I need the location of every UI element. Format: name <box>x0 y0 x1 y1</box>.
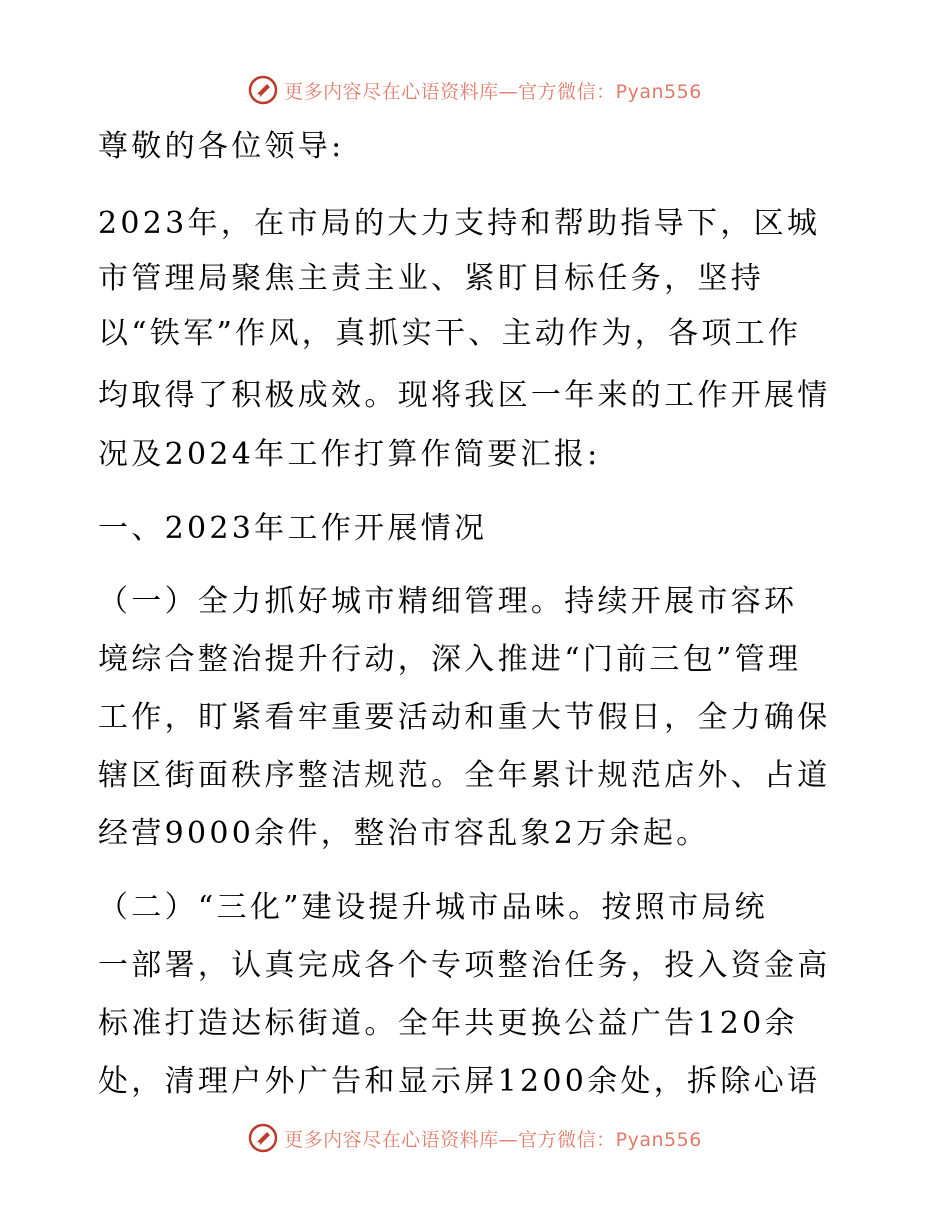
watermark-header <box>0 70 950 110</box>
paragraph-line: （一）全力抓好城市精细管理。持续开展市容环 <box>98 584 798 619</box>
paragraph-line: 一部署，认真完成各个专项整治任务，投入资金高 <box>98 948 831 983</box>
paragraph-line: 标准打造达标街道。全年共更换公益广告120余 <box>98 1006 798 1041</box>
watermark-text: 更多内容尽在心语资料库—官方微信：Pyan556 <box>284 80 702 103</box>
paragraph-line: 2023年，在市局的大力支持和帮助指导下，区城 <box>98 206 821 241</box>
paragraph-line: 辖区街面秩序整洁规范。全年累计规范店外、占道 <box>98 758 831 793</box>
paragraph-line: 工作，盯紧看牢重要活动和重大节假日，全力确保 <box>98 700 831 735</box>
paragraph-line: 市管理局聚焦主责主业、紧盯目标任务，坚持 <box>98 261 764 296</box>
paragraph-line: 境综合整治提升行动，深入推进“门前三包”管理 <box>98 642 802 677</box>
paragraph-line: （二）“三化”建设提升城市品味。按照市局统 <box>98 890 768 925</box>
watermark-footer <box>0 1118 950 1158</box>
salutation: 尊敬的各位领导: <box>98 129 345 164</box>
section-heading: 一、2023年工作开展情况 <box>98 511 488 546</box>
paragraph-line: 以“铁军”作风，真抓实干、主动作为，各项工作 <box>98 316 802 351</box>
paragraph-line: 处，清理户外广告和显示屏1200余处，拆除心语 <box>98 1064 821 1099</box>
pen-nib-logo-icon <box>248 1123 278 1153</box>
paragraph-line: 均取得了积极成效。现将我区一年来的工作开展情 <box>98 378 831 413</box>
pen-nib-logo-icon <box>248 75 278 105</box>
watermark-text: 更多内容尽在心语资料库—官方微信：Pyan556 <box>284 1128 702 1151</box>
paragraph-line: 经营9000余件，整治市容乱象2万余起。 <box>98 816 710 851</box>
paragraph-line: 况及2024年工作打算作简要汇报: <box>98 437 601 472</box>
